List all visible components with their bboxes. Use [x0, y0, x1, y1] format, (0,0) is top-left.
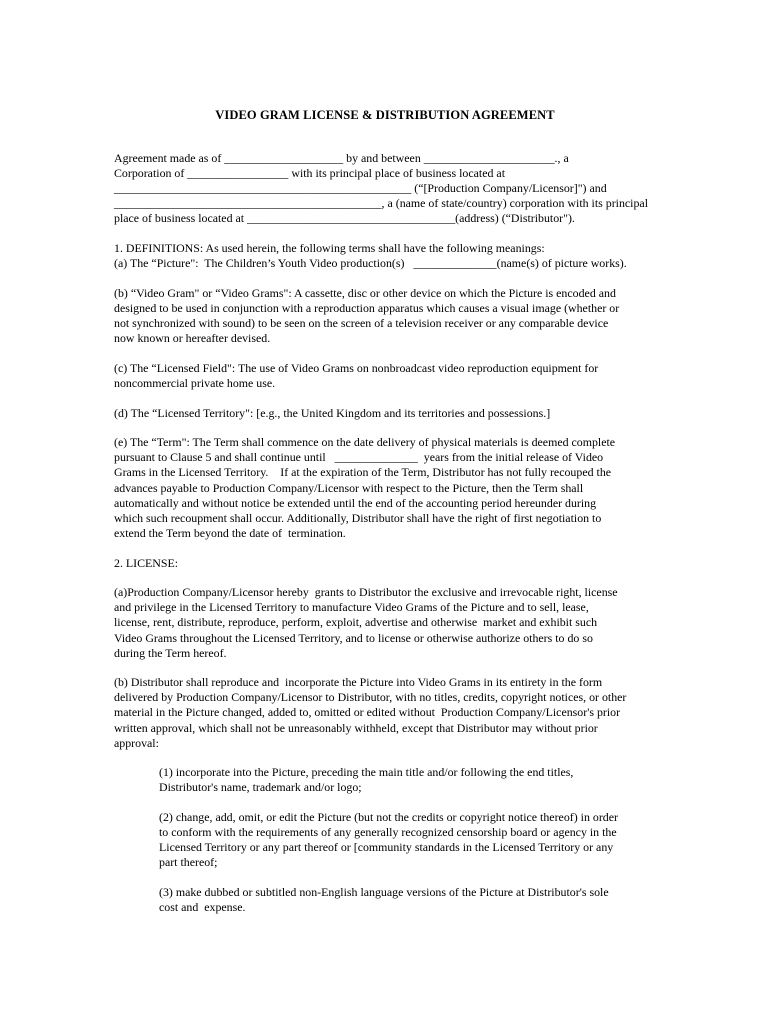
- text-line: delivered by Production Company/Licensor to Distributor, with no titles, credits, copyright notices, or other: [114, 690, 627, 705]
- license-b-paragraph: [114, 675, 674, 750]
- text-line: not synchronized with sound) to be seen on the screen of a television receiver or any comparable device: [114, 316, 609, 331]
- text-line: Grams in the Licensed Territory. If at the expiration of the Term, Distributor has not fully recouped the: [114, 465, 612, 480]
- text-line: part thereof;: [159, 855, 218, 870]
- text-line: (3) make dubbed or subtitled non-English language versions of the Picture at Distributor's sole: [159, 885, 609, 900]
- text-line: Agreement made as of ____________________ by and between ______________________., a: [114, 151, 569, 165]
- text-line: (1) incorporate into the Picture, preceding the main title and/or following the end titles,: [159, 765, 574, 780]
- text-line: now known or hereafter devised.: [114, 331, 271, 346]
- text-line: and privilege in the Licensed Territory to manufacture Video Grams of the Picture and to sell, lease,: [114, 600, 589, 615]
- text-line: Corporation of _________________ with its principal place of business located at: [114, 166, 505, 181]
- text-line: (c) The “Licensed Field": The use of Video Grams on nonbroadcast video reproduction equipment for: [114, 360, 599, 375]
- document-title: VIDEO GRAM LICENSE & DISTRIBUTION AGREEMENT: [215, 108, 555, 122]
- text-line: Distributor's name, trademark and/or logo;: [159, 780, 362, 795]
- text-line: material in the Picture changed, added to, omitted or edited without Production Company/Licensor's prior: [114, 705, 621, 720]
- definitions-paragraph: [114, 241, 674, 271]
- section-heading: 2. LICENSE:: [114, 555, 179, 570]
- text-line: advances payable to Production Company/Licensor with respect to the Picture, then the Term shall: [114, 480, 584, 495]
- text-line: place of business located at ___________________________________(address) (“Distributor").: [114, 211, 575, 226]
- text-line: license, rent, distribute, reproduce, perform, exploit, advertise and otherwise market and exhibit such: [114, 615, 598, 630]
- text-line: (a) The “Picture": The Children’s Youth Video production(s) ______________(name(s) of picture works).: [114, 256, 627, 271]
- text-line: _____________________________________________, a (name of state/country) corporation with its principal: [114, 196, 649, 211]
- definition-b-paragraph: [114, 286, 674, 346]
- subclause-3-paragraph: [114, 885, 674, 915]
- license-heading: [114, 556, 674, 571]
- subclause-1-paragraph: [114, 765, 674, 795]
- text-line: pursuant to Clause 5 and shall continue until ______________ years from the initial release of Video: [114, 450, 604, 465]
- text-line: automatically and without notice be extended until the end of the accounting period hereunder during: [114, 495, 597, 510]
- text-line: written approval, which shall not be unreasonably withheld, except that Distributor may without prior: [114, 720, 598, 735]
- text-line: during the Term hereof.: [114, 645, 227, 660]
- text-line: (2) change, add, omit, or edit the Picture (but not the credits or copyright notice thereof) in order: [159, 810, 618, 825]
- text-line: approval:: [114, 735, 159, 750]
- text-line: Video Grams throughout the Licensed Territory, and to license or otherwise authorize others to do so: [114, 630, 593, 645]
- text-line: Licensed Territory or any part thereof or [community standards in the Licensed Territory or any: [159, 840, 614, 855]
- text-line: which such recoupment shall occur. Additionally, Distributor shall have the right of first negotiation to: [114, 510, 602, 525]
- text-line: noncommercial private home use.: [114, 375, 276, 390]
- document-body: [114, 151, 674, 915]
- text-line: extend the Term beyond the date of termination.: [114, 525, 346, 540]
- text-line: (e) The “Term": The Term shall commence on the date delivery of physical materials is deemed complete: [114, 435, 616, 450]
- text-line: (b) “Video Gram" or “Video Grams": A cassette, disc or other device on which the Picture is encoded and: [114, 285, 616, 300]
- intro-paragraph: [114, 151, 674, 226]
- text-line: to conform with the requirements of any generally recognized censorship board or agency in the: [159, 825, 617, 840]
- text-line: 1. DEFINITIONS: As used herein, the following terms shall have the following meanings:: [114, 241, 545, 256]
- text-line: (b) Distributor shall reproduce and incorporate the Picture into Video Grams in its entirety in the form: [114, 675, 603, 690]
- text-line: __________________________________________________ (“[Production Company/Licensor]") and: [114, 181, 607, 196]
- text-line: cost and expense.: [159, 900, 246, 915]
- definition-e-paragraph: [114, 435, 674, 541]
- text-line: designed to be used in conjunction with a reproduction apparatus which causes a visual image (whether or: [114, 300, 620, 315]
- definition-d-paragraph: [114, 406, 674, 421]
- text-line: (d) The “Licensed Territory": [e.g., the United Kingdom and its territories and possessions.]: [114, 405, 551, 420]
- license-a-paragraph: [114, 585, 674, 660]
- subclause-2-paragraph: [114, 810, 674, 870]
- definition-c-paragraph: [114, 361, 674, 391]
- text-line: (a)Production Company/Licensor hereby grants to Distributor the exclusive and irrevocable right, license: [114, 585, 618, 600]
